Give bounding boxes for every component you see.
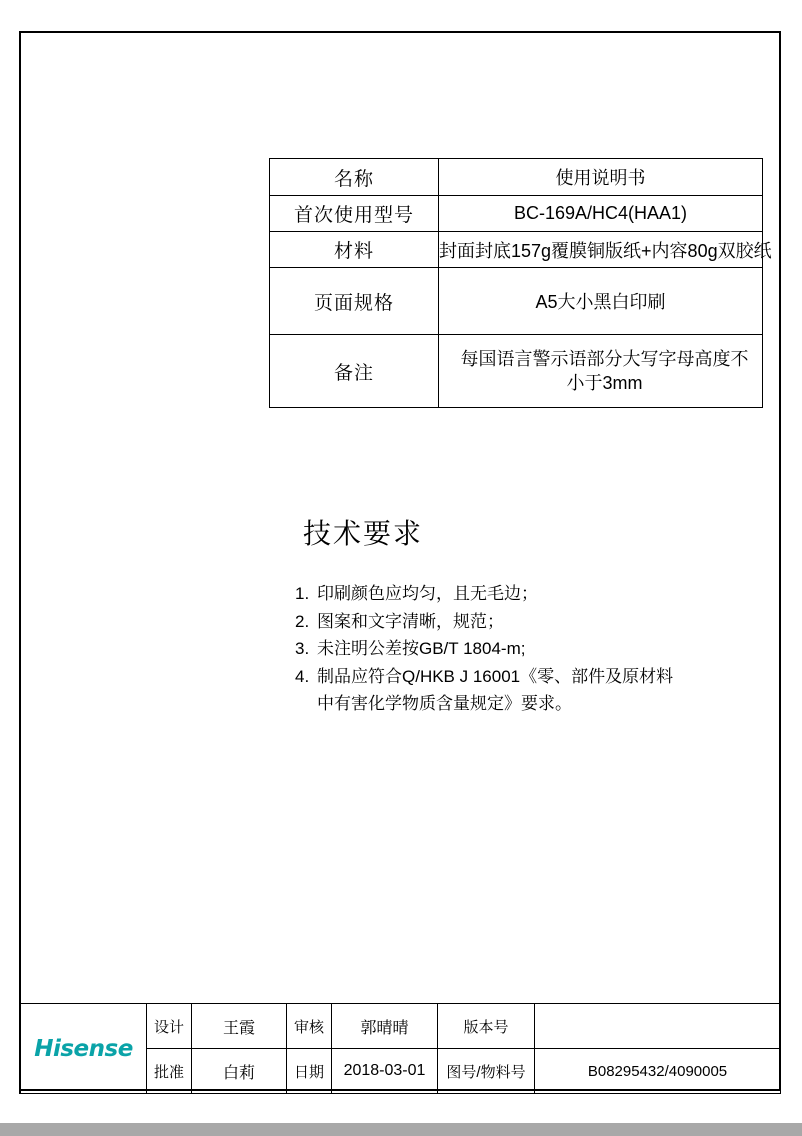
value-date: 2018-03-01 xyxy=(332,1049,438,1094)
list-item-text: 图案和文字清晰，规范； xyxy=(317,611,504,631)
value-reviewer: 郭晴晴 xyxy=(332,1004,438,1049)
list-item-text: 印刷颜色应均匀，且无毛边； xyxy=(317,584,538,603)
value-approver: 白莉 xyxy=(192,1049,287,1094)
list-item-continuation: 中有害化学物质含量规定》要求。 xyxy=(317,694,572,714)
spec-value-remark: 每国语言警示语部分大写字母高度不小于3mm xyxy=(439,335,763,408)
list-item xyxy=(295,608,765,636)
spec-value-material: 封面封底157g覆膜铜版纸+内容80g双胶纸 xyxy=(439,232,763,268)
tech-requirements-list xyxy=(295,580,765,718)
table-row xyxy=(270,196,763,232)
brand-logo-cell xyxy=(20,1004,147,1094)
tech-requirements-title: 技术要求 xyxy=(303,518,424,549)
value-designer: 王霞 xyxy=(192,1004,287,1049)
table-row xyxy=(20,1004,781,1049)
specification-table xyxy=(269,158,772,408)
list-item-text: 制品应符合Q/HKB J 16001《零、部件及原材料 xyxy=(317,666,674,686)
hisense-logo: Hisense xyxy=(34,1035,133,1062)
spec-label-model: 首次使用型号 xyxy=(270,196,439,232)
spec-label-remark: 备注 xyxy=(270,335,439,408)
list-item-text: 未注明公差按GB/T 1804-m; xyxy=(317,639,526,659)
label-designer: 设计 xyxy=(147,1004,192,1049)
page-bottom-margin xyxy=(0,1123,802,1136)
label-drawing-number: 图号/物料号 xyxy=(438,1049,535,1094)
list-item xyxy=(295,580,765,608)
label-date: 日期 xyxy=(287,1049,332,1094)
table-row xyxy=(270,335,763,408)
spec-label-page-spec: 页面规格 xyxy=(270,268,439,335)
table-row xyxy=(270,159,763,196)
table-row xyxy=(270,268,763,335)
table-row xyxy=(270,232,763,268)
spec-value-page-spec: A5大小黑白印刷 xyxy=(439,268,763,335)
list-item-number: 2. xyxy=(295,611,310,631)
value-drawing-number: B08295432/4090005 xyxy=(535,1049,781,1094)
list-item xyxy=(295,635,765,663)
spec-label-name: 名称 xyxy=(270,159,439,196)
list-item xyxy=(295,663,765,691)
label-version: 版本号 xyxy=(438,1004,535,1049)
spec-value-name: 使用说明书 xyxy=(439,159,763,196)
title-block-table xyxy=(19,1003,781,1094)
list-item-number: 3. xyxy=(295,639,310,659)
list-item-number: 4. xyxy=(295,666,310,686)
label-reviewer: 审核 xyxy=(287,1004,332,1049)
list-item-number: 1. xyxy=(295,584,310,603)
label-approver: 批准 xyxy=(147,1049,192,1094)
value-version xyxy=(535,1004,781,1049)
spec-label-material: 材料 xyxy=(270,232,439,268)
spec-value-model: BC-169A/HC4(HAA1) xyxy=(439,196,763,232)
